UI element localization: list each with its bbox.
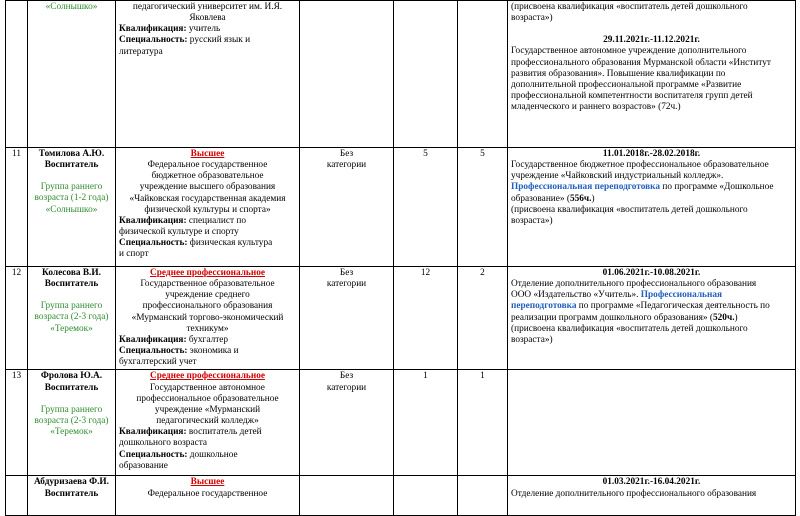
row-number-cell xyxy=(6,370,28,476)
category-text: Без xyxy=(339,371,354,382)
education-cell xyxy=(116,267,300,370)
courses-cell xyxy=(508,267,796,370)
education-level: Среднее профессиональное xyxy=(150,268,265,278)
row-number: 12 xyxy=(11,268,22,278)
specialty-line: Специальность: экономика и xyxy=(119,346,239,357)
course-line: (присвоена квалификация «воспитатель детей дошкольного xyxy=(511,323,748,334)
employee-name: Фролова Ю.А. xyxy=(40,371,103,382)
education-cell xyxy=(116,148,300,267)
course-date: 29.11.2021г.-11.12.2021г. xyxy=(603,35,700,46)
employee-role: Воспитатель xyxy=(44,279,99,290)
row-number-cell xyxy=(6,476,28,516)
table-row xyxy=(6,148,796,267)
total-experience: 1 xyxy=(423,371,428,382)
category-text: категории xyxy=(326,279,367,290)
employee-role: Воспитатель xyxy=(44,488,99,499)
qualification-line: Квалификация: учитель xyxy=(119,24,221,35)
table-row xyxy=(6,370,796,476)
course-line: профессиональной компетентности воспитателя групп детей xyxy=(511,91,753,102)
employee-cell xyxy=(28,370,116,476)
category-cell xyxy=(300,370,394,476)
education-line: учреждение среднего xyxy=(165,290,250,301)
pedagogical-experience-cell xyxy=(458,267,508,370)
course-date: 11.01.2018г.-28.02.2018г. xyxy=(602,149,701,159)
courses-cell xyxy=(508,476,796,516)
total-experience-cell xyxy=(394,267,458,370)
employee-cell xyxy=(28,1,116,148)
qualification-line: Квалификация: специалист по xyxy=(119,215,247,226)
employee-cell xyxy=(28,267,116,370)
education-line: Государственное автономное xyxy=(150,382,265,393)
course-line: учреждение «Чайковский индустриальный колледж». xyxy=(511,171,724,182)
group-name: «Теремок» xyxy=(50,323,93,334)
table-row xyxy=(6,1,796,148)
education-line: бюджетное образовательное xyxy=(151,171,264,182)
courses-cell xyxy=(508,148,796,267)
group-name: «Солнышко» xyxy=(45,2,98,12)
table-row xyxy=(6,476,796,516)
education-line: техникум» xyxy=(186,323,229,334)
row-number-cell xyxy=(6,148,28,267)
specialty-line: литература xyxy=(119,46,163,57)
course-date: 01.06.2021г.-10.08.2021г. xyxy=(602,268,701,278)
group-name: Группа раннего xyxy=(40,301,103,312)
group-name: Группа раннего xyxy=(40,404,103,415)
total-experience-cell xyxy=(394,148,458,267)
education-line: физической культуры и спорта» xyxy=(144,204,271,215)
total-experience: 12 xyxy=(420,268,431,278)
specialty-line: образование xyxy=(119,460,168,471)
course-line: (присвоена квалификация «воспитатель детей дошкольного xyxy=(511,2,748,12)
education-line: «Чайковская государственная академия xyxy=(129,193,286,204)
course-line: переподготовка по программе «Педагогическая деятельность по xyxy=(511,301,770,312)
course-line: младенческого и раннего возрастов» (72ч.) xyxy=(511,102,681,113)
education-cell xyxy=(116,370,300,476)
education-level: Высшее xyxy=(190,149,225,159)
course-line: Государственное бюджетное профессиональное образовательное xyxy=(511,160,769,171)
specialty-line: Специальность: физическая культура xyxy=(119,238,273,249)
education-line: учреждение «Мурманский xyxy=(154,404,261,415)
pedagogical-experience-cell xyxy=(458,476,508,516)
employee-name: Колесова В.И. xyxy=(42,268,101,278)
category-text: Без xyxy=(339,268,354,278)
pedagogical-experience-cell xyxy=(458,370,508,476)
courses-cell xyxy=(508,1,796,148)
education-line: Яковлева xyxy=(189,13,226,24)
row-number-cell xyxy=(6,1,28,148)
specialty-line: Специальность: дошкольное xyxy=(119,449,238,460)
category-cell xyxy=(300,1,394,148)
group-name: Группа раннего xyxy=(40,182,103,193)
group-name: «Теремок» xyxy=(50,427,93,438)
course-line: Государственное автономное учреждение дополнительного xyxy=(511,46,747,57)
category-cell xyxy=(300,476,394,516)
employee-role: Воспитатель xyxy=(44,160,99,171)
course-line: развития образования». Повышение квалификации по xyxy=(511,68,726,79)
course-line: профессионального образования Мурманской области «Институт xyxy=(511,57,771,68)
specialty-line: Специальность: русский язык и xyxy=(119,35,251,46)
pedagogical-experience: 5 xyxy=(480,149,485,159)
qualification-line: Квалификация: бухгалтер xyxy=(119,334,229,345)
course-line: реализации программ дошкольного образования» (520ч.) xyxy=(511,312,738,323)
education-line: профессионального образования xyxy=(142,301,273,312)
specialty-line: бухгалтерский учет xyxy=(119,357,197,368)
education-line: профессиональное образовательное xyxy=(136,393,279,404)
group-name: возраста (2-3 года) xyxy=(34,312,109,323)
category-text: категории xyxy=(326,382,367,393)
course-line: возраста») xyxy=(511,215,553,226)
education-line: педагогический колледж» xyxy=(156,416,259,427)
staff-table xyxy=(5,0,796,516)
total-experience-cell xyxy=(394,370,458,476)
pedagogical-experience-cell xyxy=(458,148,508,267)
education-line: учреждение высшего образования xyxy=(139,182,276,193)
total-experience-cell xyxy=(394,476,458,516)
qualification-line: физической культуре и спорту xyxy=(119,227,239,238)
education-level: Среднее профессиональное xyxy=(150,371,265,382)
education-line: педагогический университет им. И.Я. xyxy=(132,2,283,12)
course-line: дополнительной профессиональной программе «Развитие xyxy=(511,79,742,90)
group-name: возраста (1-2 года) xyxy=(34,193,109,204)
course-line: Отделение дополнительного профессионального образования xyxy=(511,488,757,499)
education-line: Федеральное государственное xyxy=(147,160,268,171)
qualification-line: дошкольного возраста xyxy=(119,438,208,449)
courses-cell xyxy=(508,370,796,476)
specialty-line: и спорт xyxy=(119,249,149,260)
group-name: «Солнышко» xyxy=(45,204,98,215)
education-line: Федеральное государственное xyxy=(147,488,268,499)
group-name: возраста (2-3 года) xyxy=(34,415,109,426)
education-line: «Мурманский торгово-экономический xyxy=(131,312,284,323)
education-level: Высшее xyxy=(190,477,225,488)
education-cell xyxy=(116,476,300,516)
education-cell xyxy=(116,1,300,148)
category-text: категории xyxy=(326,160,367,171)
row-number: 11 xyxy=(12,149,21,159)
course-line: Профессиональная переподготовка по программе «Дошкольное xyxy=(511,182,774,193)
employee-name: Абдуризаева Ф.И. xyxy=(34,477,109,488)
course-line: возраста») xyxy=(511,334,553,345)
employee-cell xyxy=(28,148,116,267)
course-line: возраста») xyxy=(511,13,553,24)
employee-name: Томилова А.Ю. xyxy=(38,149,105,159)
course-date: 01.03.2021г.-16.04.2021г. xyxy=(602,477,701,488)
course-line: Отделение дополнительного профессионального образования xyxy=(511,279,757,290)
total-experience-cell xyxy=(394,1,458,148)
category-text: Без xyxy=(339,149,354,159)
row-number-cell xyxy=(6,267,28,370)
course-line: образование» (556ч.) xyxy=(511,193,595,204)
table-row xyxy=(6,267,796,370)
course-line: ООО «Издательство «Учитель». Профессиональная xyxy=(511,290,722,301)
course-line: (присвоена квалификация «воспитатель детей дошкольного xyxy=(511,204,748,215)
row-number: 13 xyxy=(11,371,22,382)
category-cell xyxy=(300,267,394,370)
total-experience: 5 xyxy=(423,149,428,159)
employee-role: Воспитатель xyxy=(44,382,99,393)
qualification-line: Квалификация: воспитатель детей xyxy=(119,427,262,438)
pedagogical-experience-cell xyxy=(458,1,508,148)
education-line: Государственное образовательное xyxy=(140,279,275,290)
pedagogical-experience: 1 xyxy=(480,371,485,382)
pedagogical-experience: 2 xyxy=(480,268,485,278)
employee-cell xyxy=(28,476,116,516)
category-cell xyxy=(300,148,394,267)
